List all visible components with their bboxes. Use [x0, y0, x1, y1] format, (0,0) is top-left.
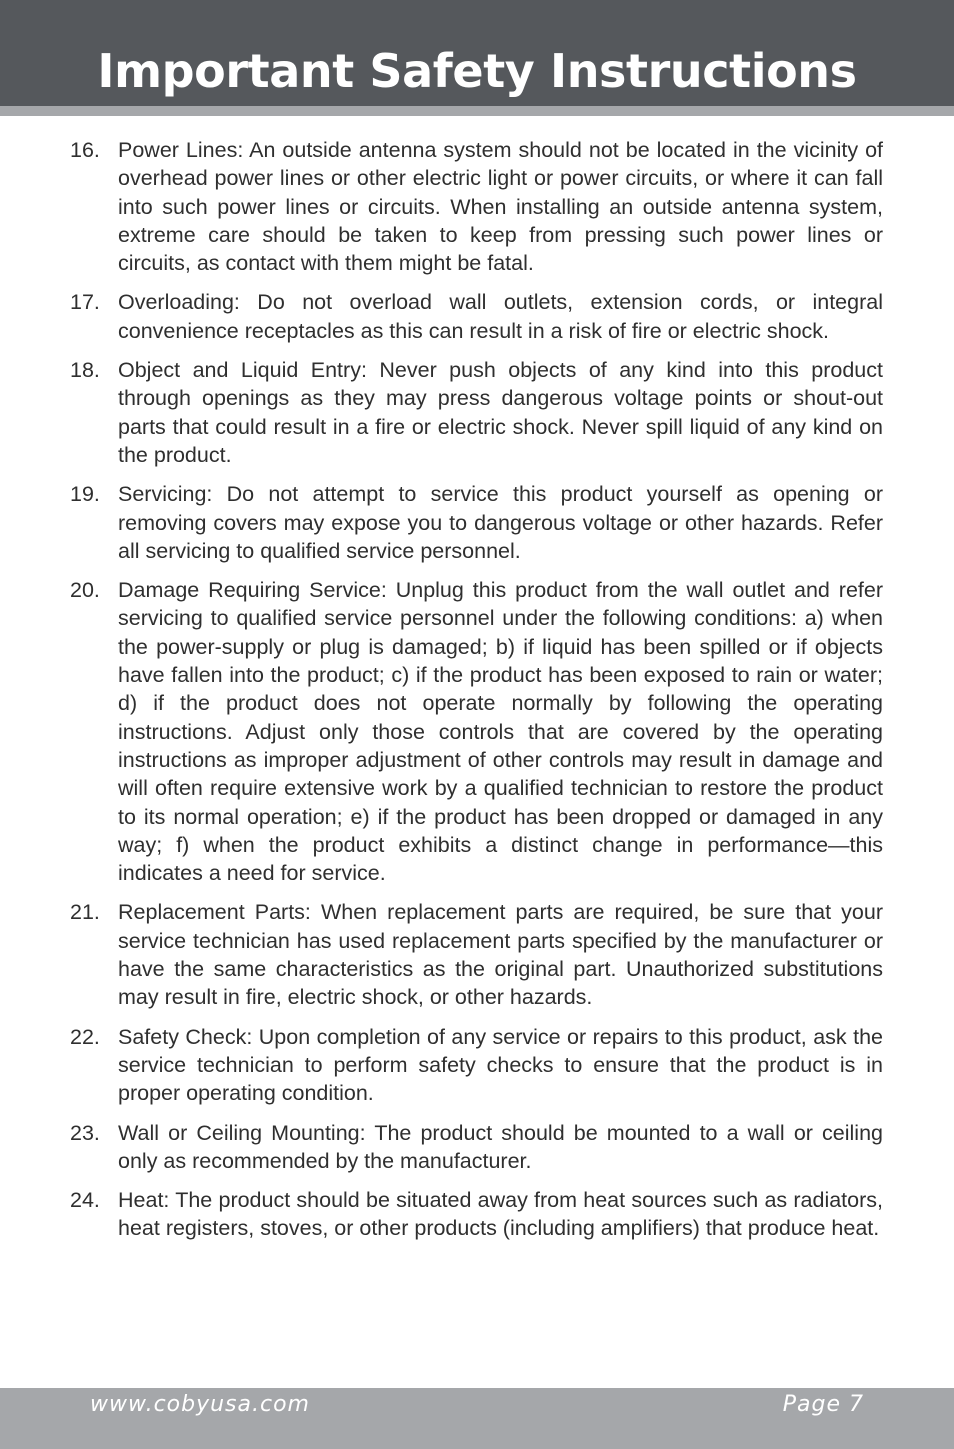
list-item: [0, 1186, 954, 1243]
item-text: Safety Check: Upon completion of any service or repairs to this product, ask the service technician to perform safety checks to ensure that the product is in proper operating condition.: [118, 1024, 883, 1106]
item-number: 24.: [70, 1188, 100, 1213]
item-text: Object and Liquid Entry: Never push objects of any kind into this product through openings as they may press dangerous voltage points or shout-out parts that could result in a fire or electric shock. Never spill liquid of any kind on the product.: [118, 358, 883, 467]
item-number: 17.: [70, 290, 100, 315]
page-title: Important Safety Instructions: [97, 44, 857, 98]
item-text: Power Lines: An outside antenna system should not be located in the vicinity of overhead power lines or other electric light or power circuits, or where it can fall into such power lines or circuits. When installing an outside antenna system, extreme care should be taken to keep from pressing such power lines or circuits, as contact with them might be fatal.: [118, 138, 883, 276]
item-text: Replacement Parts: When replacement parts are required, be sure that your service technician has used replacement parts specified by the manufacturer or have the same characteristics as the original part. Unauthorized substitutions may result in fire, electric shock, or other hazards.: [118, 900, 883, 1010]
list-item: [0, 1023, 954, 1108]
page-number: Page 7: [782, 1392, 864, 1417]
list-item: [0, 288, 954, 345]
item-number: 22.: [70, 1024, 100, 1049]
item-number: 20.: [70, 578, 100, 603]
item-text: Overloading: Do not overload wall outlets, extension cords, or integral convenience receptacles as this can result in a risk of fire or electric shock.: [118, 290, 883, 343]
list-item: [0, 356, 954, 469]
item-number: 18.: [70, 358, 100, 383]
item-text: Wall or Ceiling Mounting: The product should be mounted to a wall or ceiling only as recommended by the manufacturer.: [118, 1120, 883, 1173]
item-number: 21.: [70, 900, 100, 925]
item-number: 19.: [70, 482, 100, 507]
item-number: 16.: [70, 138, 100, 162]
safety-instructions-list: [0, 136, 954, 1254]
item-text: Damage Requiring Service: Unplug this product from the wall outlet and refer servicing to qualified service personnel under the following conditions: a) when the power-supply or plug is damaged; b) if liquid has been spilled or if objects have fallen into the product; c) if the product has been exposed to rain or water; d) if the product does not operate normally by following the operating instructions. Adjust only those controls that are covered by the operating instructions as improper adjustment of other controls may result in damage and will often require extensive work by a qualified technician to restore the product to its normal operation; e) if the product has been dropped or damaged in any way; f) when the product exhibits a distinct change in performance—this indicates a need for service.: [118, 578, 883, 886]
list-item: [0, 1119, 954, 1176]
list-item: [0, 480, 954, 565]
website-link[interactable]: www.cobyusa.com: [90, 1392, 310, 1417]
item-text: Heat: The product should be situated away from heat sources such as radiators, heat registers, stoves, or other products (including amplifiers) that produce heat.: [118, 1188, 883, 1241]
list-item: [0, 136, 954, 277]
list-item: [0, 898, 954, 1011]
list-item: [0, 576, 954, 887]
item-text: Servicing: Do not attempt to service this product yourself as opening or removing covers may expose you to dangerous voltage or other hazards. Refer all servicing to qualified service personnel.: [118, 482, 883, 563]
item-number: 23.: [70, 1120, 100, 1145]
header-divider: [0, 106, 954, 116]
